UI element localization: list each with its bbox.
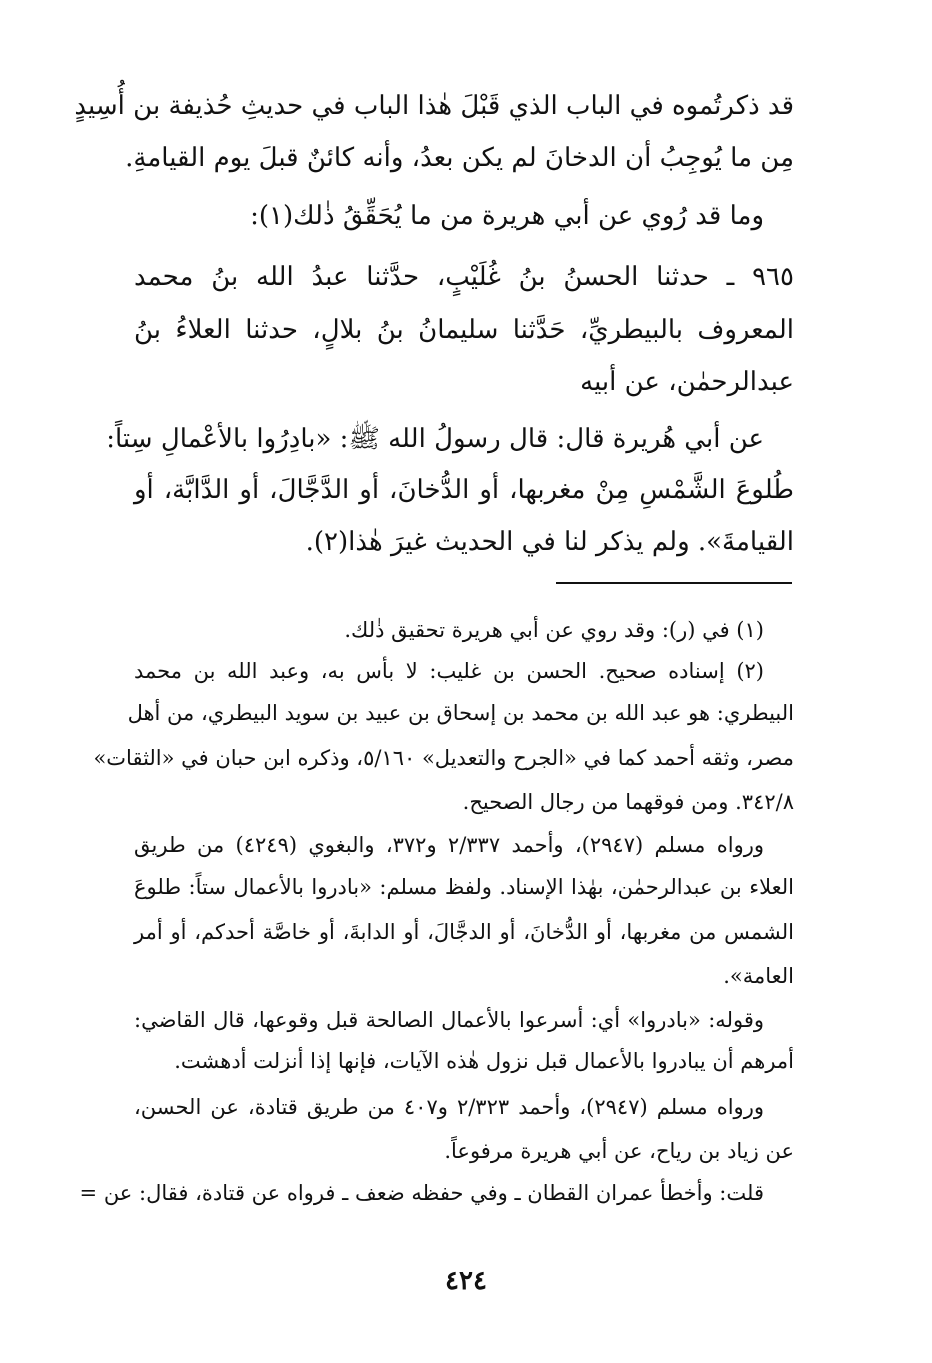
footnote-line: العلاء بن عبدالرحمٰن، بهٰذا الإسناد. ولفظ مسلم: «بادروا بالأعمال ستاً: طلوعَ [134,875,794,899]
footnote-line: ورواه مسلم (٢٩٤٧)، وأحمد ٢/٣٣٧ و٣٧٢، والبغوي (٤٢٤٩) من طريق [134,833,764,857]
footnote-line: أمرهم أن يبادروا بالأعمال قبل نزول هٰذه الآيات، فإنها إذا أنزلت أدهشت. [174,1049,794,1073]
footnote-line: عن زياد بن رياح، عن أبي هريرة مرفوعاً. [444,1139,794,1163]
main-text-line: مِن ما يُوجِبُ أن الدخانَ لم يكن بعدُ، وأنه كائنٌ قبلَ يوم القيامةِ. [125,143,794,173]
footnote-line: قلت: وأخطأ عمران القطان ـ وفي حفظه ضعف ـ فرواه عن قتادة، فقال: عن = [79,1181,764,1205]
footnote-line: (١) في (ر): وقد روي عن أبي هريرة تحقيق ذٰلك. [344,618,764,642]
hadith-text-line: طُلوعَ الشَّمْسِ مِنْ مغربها، أو الدُّخانَ، أو الدَّجَّالَ، أو الدَّابَّة، أو [134,475,794,505]
footnote-line: البيطري: هو عبد الله بن محمد بن إسحاق بن عبيد بن سويد البيطري، من أهل [127,701,794,725]
hadith-text-line: القيامةَ». ولم يذكر لنا في الحديث غيرَ هٰذا(٢). [305,527,794,557]
page-number: ٤٢٤ [445,1266,487,1296]
footnote-line: ورواه مسلم (٢٩٤٧)، وأحمد ٢/٣٢٣ و٤٠٧ من طريق قتادة، عن الحسن، [134,1095,764,1119]
footnote-line: (٢) إسناده صحيح. الحسن بن غليب: لا بأس به، وعبد الله بن محمد [134,659,764,683]
main-text-line: قد ذكرتُموه في الباب الذي قَبْلَ هٰذا الباب في حديثِ حُذيفة بن أُسِيدٍ [74,91,794,121]
main-text-line: عبدالرحمٰن، عن أبيه [580,367,794,397]
footnote-line: ٣٤٢/٨. ومن فوقهما من رجال الصحيح. [462,790,794,814]
main-text-line: المعروف بالبيطريِّ، حَدَّثنا سليمانُ بنُ بلالٍ، حدثنا العلاءُ بنُ [134,315,794,345]
footnote-line: العامة». [723,964,794,988]
footnote-line: الشمس من مغربها، أو الدُّخانَ، أو الدجَّالَ، أو الدابةَ، أو خاصَّة أحدكم، أو أمر [134,920,794,944]
hadith-text-line: عن أبي هُريرة قال: قال رسولُ الله ﷺ: «بادِرُوا بالأعْمالِ سِتاً: [106,424,764,454]
main-text-line: وما قد رُوي عن أبي هريرة من ما يُحَقِّقُ ذٰلك(١): [250,201,764,231]
footnote-line: وقوله: «بادروا» أي: أسرعوا بالأعمال الصالحة قبل وقوعها، قال القاضي: [134,1008,764,1032]
footnote-separator [556,582,792,584]
footnote-line: مصر، وثقه أحمد كما في «الجرح والتعديل» ٥/١٦٠، وذكره ابن حبان في «الثقات» [93,746,794,770]
hadith-number-line: ٩٦٥ ـ حدثنا الحسنُ بنُ غُلَيْبٍ، حدَّثنا عبدُ الله بنُ محمد [134,262,794,292]
